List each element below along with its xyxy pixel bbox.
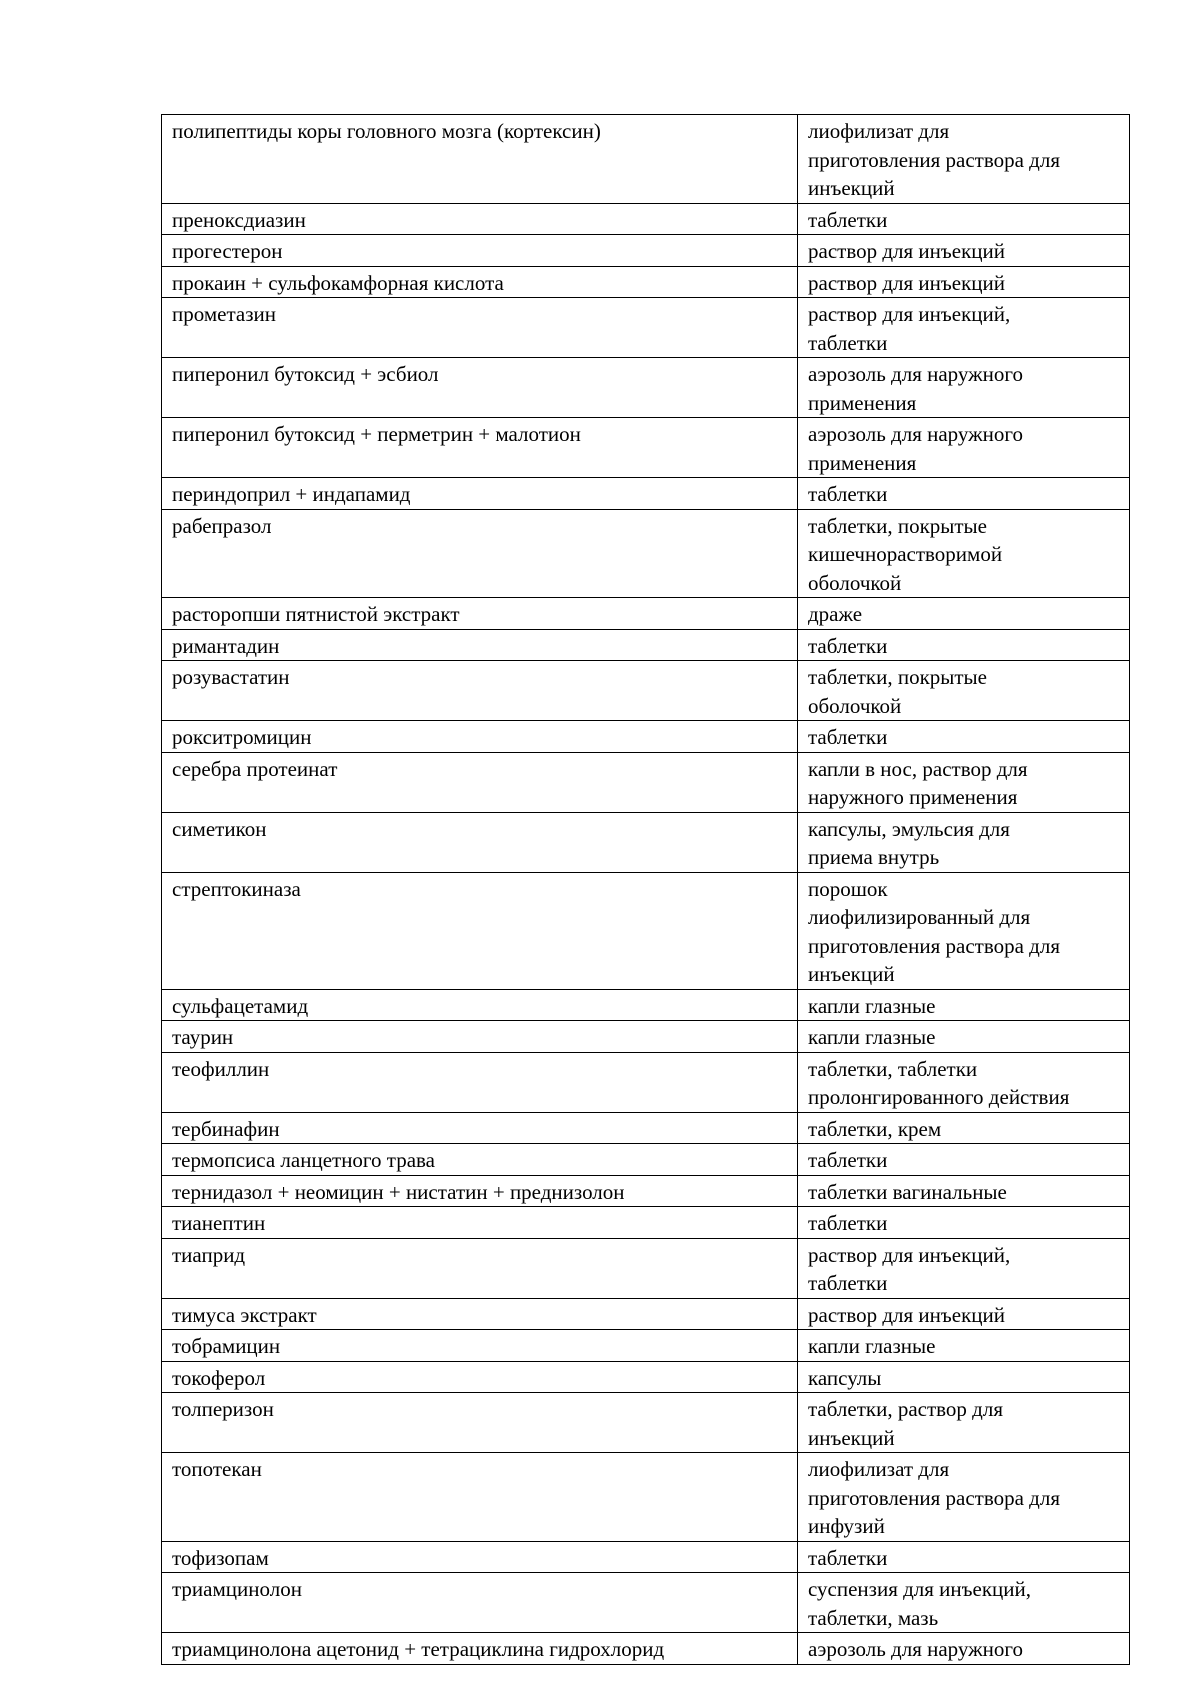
drug-name-cell: триамцинолон xyxy=(162,1573,798,1633)
dosage-form-cell: капли глазные xyxy=(798,1330,1130,1362)
dosage-form-cell: аэрозоль для наружного применения xyxy=(798,418,1130,478)
drug-name-cell: рабепразол xyxy=(162,509,798,598)
dosage-form-cell: таблетки xyxy=(798,478,1130,510)
table-row xyxy=(162,721,1130,753)
dosage-form-cell: капли в нос, раствор для наружного применения xyxy=(798,752,1130,812)
drug-name-cell: тербинафин xyxy=(162,1112,798,1144)
dosage-form-cell: таблетки xyxy=(798,203,1130,235)
table-row xyxy=(162,298,1130,358)
dosage-form-cell: таблетки xyxy=(798,629,1130,661)
table-row xyxy=(162,1393,1130,1453)
dosage-form-cell: таблетки xyxy=(798,1144,1130,1176)
dosage-form-cell: капсулы xyxy=(798,1361,1130,1393)
drug-name-cell: прометазин xyxy=(162,298,798,358)
dosage-form-cell: лиофилизат для приготовления раствора для инъекций xyxy=(798,115,1130,204)
drug-name-cell: тианептин xyxy=(162,1207,798,1239)
drug-name-cell: периндоприл + индапамид xyxy=(162,478,798,510)
drug-name-cell: пиперонил бутоксид + перметрин + малотион xyxy=(162,418,798,478)
dosage-form-cell: раствор для инъекций xyxy=(798,266,1130,298)
table-row xyxy=(162,1175,1130,1207)
table-row xyxy=(162,509,1130,598)
dosage-form-cell: раствор для инъекций, таблетки xyxy=(798,1238,1130,1298)
drug-name-cell: розувастатин xyxy=(162,661,798,721)
table-row xyxy=(162,1052,1130,1112)
dosage-form-cell: раствор для инъекций, таблетки xyxy=(798,298,1130,358)
dosage-form-cell: раствор для инъекций xyxy=(798,1298,1130,1330)
dosage-form-cell: таблетки xyxy=(798,1207,1130,1239)
drug-name-cell: триамцинолона ацетонид + тетрациклина гидрохлорид xyxy=(162,1633,798,1665)
drug-name-cell: преноксдиазин xyxy=(162,203,798,235)
drug-name-cell: толперизон xyxy=(162,1393,798,1453)
table-row xyxy=(162,1207,1130,1239)
table-row xyxy=(162,1330,1130,1362)
dosage-form-cell: драже xyxy=(798,598,1130,630)
drug-name-cell: тобрамицин xyxy=(162,1330,798,1362)
drug-name-cell: рокситромицин xyxy=(162,721,798,753)
table-row xyxy=(162,752,1130,812)
table-row xyxy=(162,812,1130,872)
table-row xyxy=(162,1633,1130,1665)
dosage-form-cell: суспензия для инъекций, таблетки, мазь xyxy=(798,1573,1130,1633)
drug-name-cell: прогестерон xyxy=(162,235,798,267)
drug-name-cell: серебра протеинат xyxy=(162,752,798,812)
dosage-form-cell: таблетки, раствор для инъекций xyxy=(798,1393,1130,1453)
dosage-form-cell: таблетки xyxy=(798,1541,1130,1573)
drug-name-cell: прокаин + сульфокамфорная кислота xyxy=(162,266,798,298)
dosage-form-cell: таблетки, покрытые кишечнорастворимой оболочкой xyxy=(798,509,1130,598)
drug-name-cell: тофизопам xyxy=(162,1541,798,1573)
dosage-form-cell: лиофилизат для приготовления раствора для инфузий xyxy=(798,1453,1130,1542)
drug-name-cell: римантадин xyxy=(162,629,798,661)
table-row xyxy=(162,203,1130,235)
table-row xyxy=(162,1361,1130,1393)
table-row xyxy=(162,1453,1130,1542)
dosage-form-cell: капсулы, эмульсия для приема внутрь xyxy=(798,812,1130,872)
table-row xyxy=(162,872,1130,989)
table-row xyxy=(162,661,1130,721)
dosage-form-cell: таблетки, таблетки пролонгированного действия xyxy=(798,1052,1130,1112)
dosage-form-cell: таблетки, покрытые оболочкой xyxy=(798,661,1130,721)
table-row xyxy=(162,1541,1130,1573)
table-row xyxy=(162,1298,1130,1330)
dosage-form-cell: аэрозоль для наружного применения xyxy=(798,358,1130,418)
drug-name-cell: симетикон xyxy=(162,812,798,872)
drug-forms-table xyxy=(161,114,1130,1665)
drug-name-cell: сульфацетамид xyxy=(162,989,798,1021)
dosage-form-cell: капли глазные xyxy=(798,1021,1130,1053)
drug-name-cell: полипептиды коры головного мозга (кортексин) xyxy=(162,115,798,204)
table-row xyxy=(162,478,1130,510)
dosage-form-cell: капли глазные xyxy=(798,989,1130,1021)
drug-name-cell: тимуса экстракт xyxy=(162,1298,798,1330)
table-row xyxy=(162,358,1130,418)
table-row xyxy=(162,1144,1130,1176)
drug-name-cell: расторопши пятнистой экстракт xyxy=(162,598,798,630)
table-row xyxy=(162,1238,1130,1298)
table-row xyxy=(162,266,1130,298)
drug-name-cell: стрептокиназа xyxy=(162,872,798,989)
drug-name-cell: тиаприд xyxy=(162,1238,798,1298)
drug-name-cell: тернидазол + неомицин + нистатин + преднизолон xyxy=(162,1175,798,1207)
table-row xyxy=(162,1021,1130,1053)
drug-name-cell: топотекан xyxy=(162,1453,798,1542)
table-row xyxy=(162,418,1130,478)
table-row xyxy=(162,1112,1130,1144)
table-row xyxy=(162,115,1130,204)
table-body xyxy=(162,115,1130,1665)
table-row xyxy=(162,235,1130,267)
dosage-form-cell: аэрозоль для наружного xyxy=(798,1633,1130,1665)
dosage-form-cell: порошок лиофилизированный для приготовления раствора для инъекций xyxy=(798,872,1130,989)
dosage-form-cell: раствор для инъекций xyxy=(798,235,1130,267)
table-row xyxy=(162,629,1130,661)
dosage-form-cell: таблетки вагинальные xyxy=(798,1175,1130,1207)
drug-name-cell: токоферол xyxy=(162,1361,798,1393)
table-row xyxy=(162,598,1130,630)
table-row xyxy=(162,989,1130,1021)
table-row xyxy=(162,1573,1130,1633)
drug-name-cell: пиперонил бутоксид + эсбиол xyxy=(162,358,798,418)
drug-name-cell: теофиллин xyxy=(162,1052,798,1112)
drug-name-cell: таурин xyxy=(162,1021,798,1053)
dosage-form-cell: таблетки xyxy=(798,721,1130,753)
drug-name-cell: термопсиса ланцетного трава xyxy=(162,1144,798,1176)
dosage-form-cell: таблетки, крем xyxy=(798,1112,1130,1144)
